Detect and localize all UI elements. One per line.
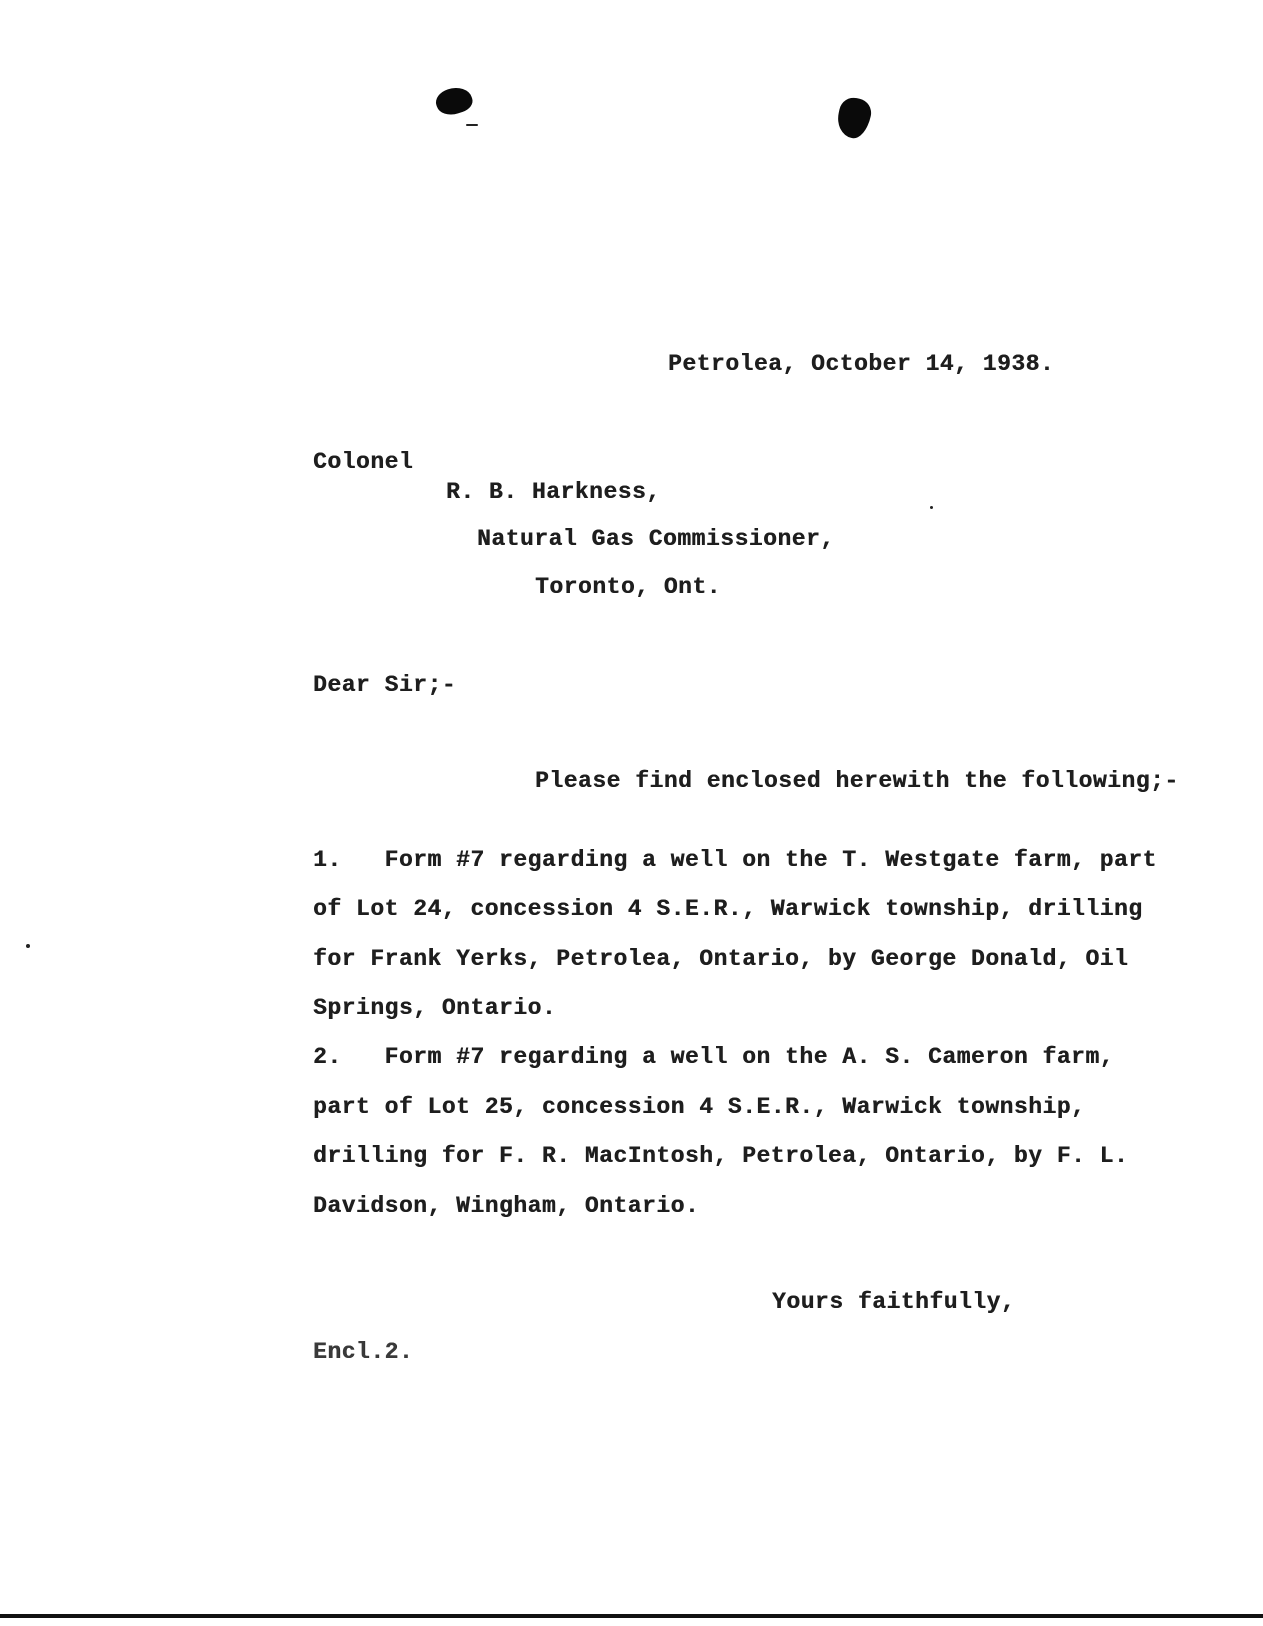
- ink-speck: [930, 506, 933, 509]
- item-2-line-2: part of Lot 25, concession 4 S.E.R., Warwick township,: [313, 1094, 1086, 1120]
- date-line: Petrolea, October 14, 1938.: [668, 351, 1055, 377]
- item-1-line-1: 1. Form #7 regarding a well on the T. Westgate farm, part: [313, 847, 1157, 873]
- item-2-line-1: 2. Form #7 regarding a well on the A. S. Cameron farm,: [313, 1044, 1114, 1070]
- enclosure-note: Encl.2.: [313, 1339, 414, 1365]
- recipient-position: Natural Gas Commissioner,: [477, 526, 835, 552]
- intro-line: Please find enclosed herewith the following;-: [535, 768, 1179, 794]
- recipient-name: R. B. Harkness,: [446, 479, 661, 505]
- scan-edge-line: [0, 1614, 1263, 1618]
- item-1-line-3: for Frank Yerks, Petrolea, Ontario, by George Donald, Oil: [313, 946, 1129, 972]
- ink-speck: [466, 124, 478, 126]
- punch-hole-left-mark: [433, 83, 475, 119]
- item-1-line-2: of Lot 24, concession 4 S.E.R., Warwick township, drilling: [313, 896, 1143, 922]
- recipient-city: Toronto, Ont.: [535, 574, 721, 600]
- item-1-line-4: Springs, Ontario.: [313, 995, 557, 1021]
- salutation: Dear Sir;-: [313, 672, 457, 698]
- closing: Yours faithfully,: [772, 1289, 1016, 1315]
- item-2-line-4: Davidson, Wingham, Ontario.: [313, 1193, 700, 1219]
- recipient-title: Colonel: [313, 449, 414, 475]
- punch-hole-right-mark: [834, 95, 874, 141]
- item-2-line-3: drilling for F. R. MacIntosh, Petrolea, Ontario, by F. L.: [313, 1143, 1129, 1169]
- ink-speck: [26, 944, 30, 948]
